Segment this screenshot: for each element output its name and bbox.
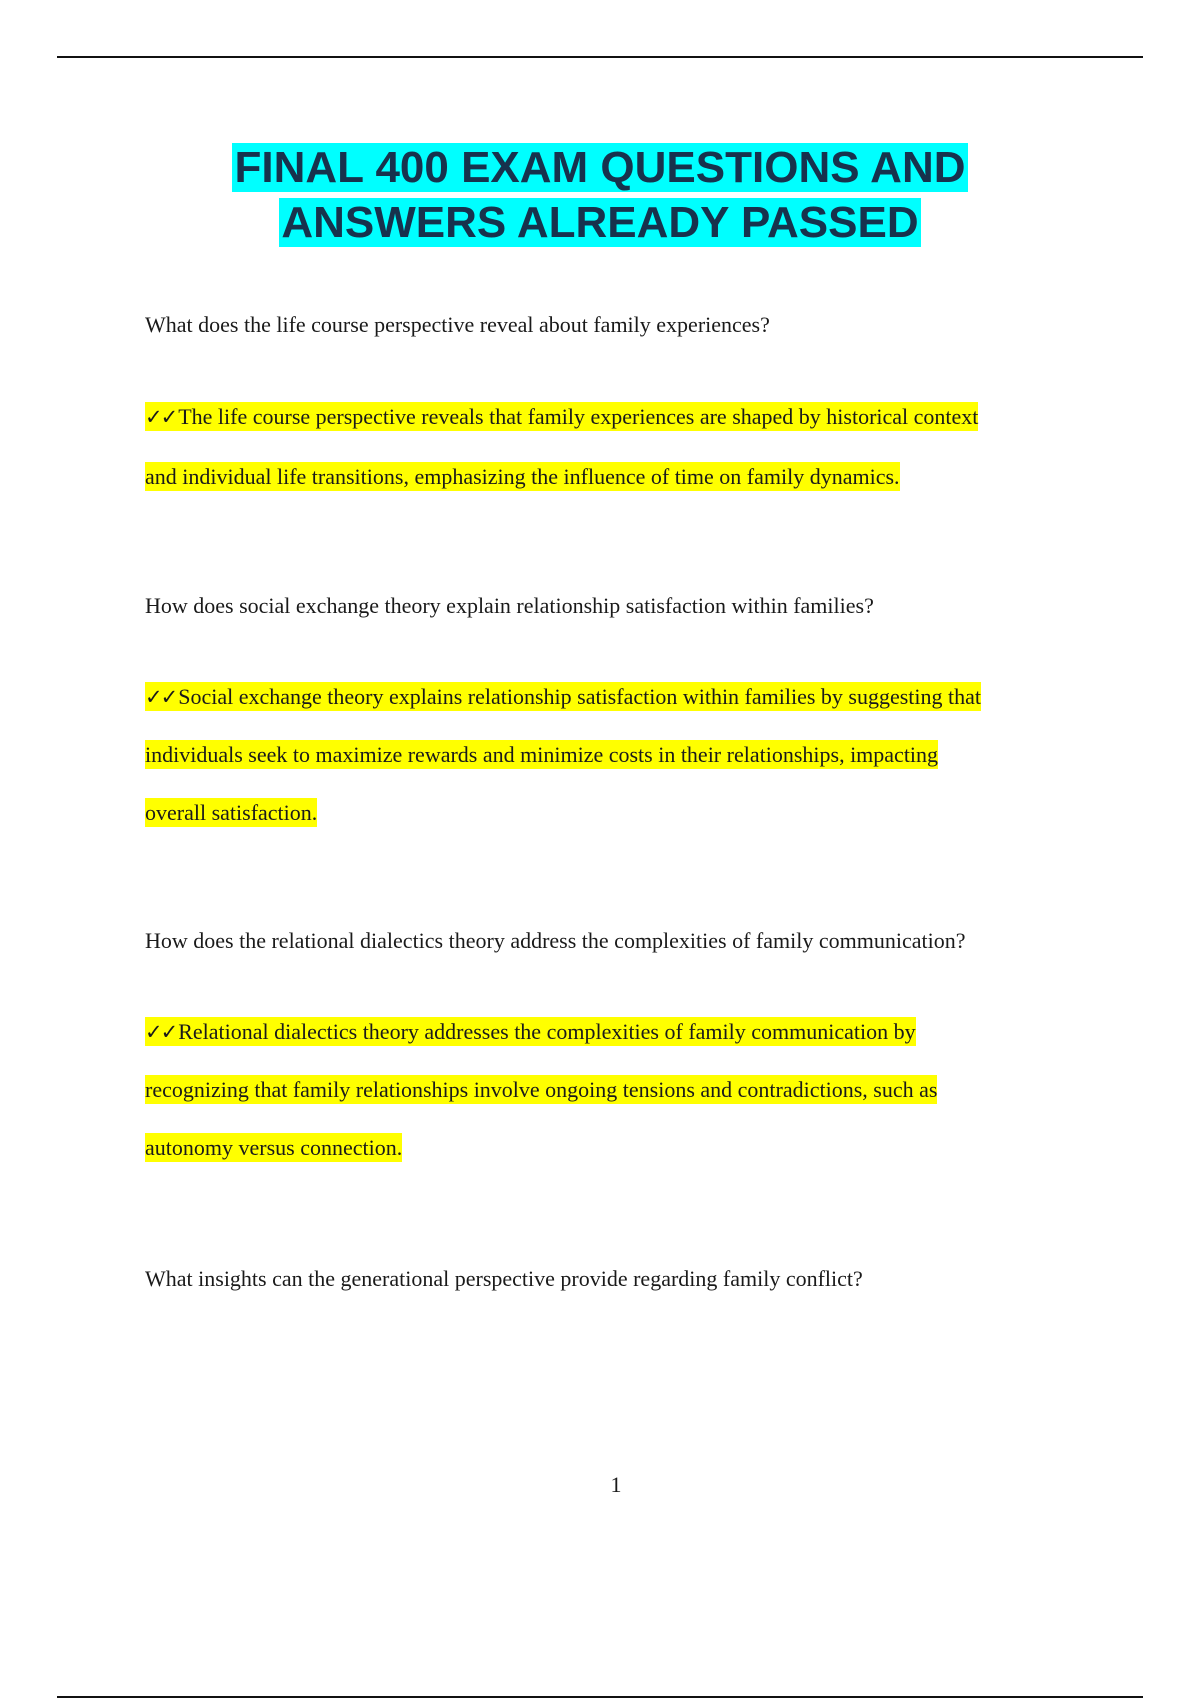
qa-item-3 [145,926,1075,1177]
answer-text: Social exchange theory explains relationship satisfaction within families by suggesting that [178,684,982,709]
page-number: 1 [610,1472,622,1497]
question-text: How does social exchange theory explain relationship satisfaction within families? [145,593,874,618]
answer-text: overall satisfaction. [145,800,318,825]
title-line-2: ANSWERS ALREADY PASSED [281,198,919,247]
answer-block [145,668,1075,842]
answer-text: Relational dialectics theory addresses the complexities of family communication by [178,1019,916,1044]
answer-line [145,447,1075,507]
answer-line [145,1061,1075,1119]
qa-item-2 [145,591,1075,842]
answer-block [145,387,1075,507]
question-text: What insights can the generational perspective provide regarding family conflict? [145,1266,863,1291]
answer-text: and individual life transitions, emphasizing the influence of time on family dynamics. [145,464,900,489]
qa-item-1 [145,310,1075,507]
footer-rule [57,1696,1143,1698]
title-line-1: FINAL 400 EXAM QUESTIONS AND [234,143,966,192]
check-icon: ✓✓ [145,405,177,429]
answer-text: autonomy versus connection. [145,1135,403,1160]
document-title [0,140,1200,250]
answer-text: individuals seek to maximize rewards and minimize costs in their relationships, impacting [145,742,939,767]
answer-text: recognizing that family relationships involve ongoing tensions and contradictions, such as [145,1077,938,1102]
answer-line [145,1119,1075,1177]
check-icon: ✓✓ [145,685,177,709]
answer-line [145,726,1075,784]
answer-line [145,668,1075,726]
answer-block [145,1003,1075,1177]
answer-line [145,1003,1075,1061]
header-rule [57,56,1143,58]
answer-text: The life course perspective reveals that family experiences are shaped by historical context [178,404,979,429]
answer-line [145,784,1075,842]
question-text: What does the life course perspective reveal about family experiences? [145,312,770,337]
qa-item-4 [145,1264,1075,1294]
question-text: How does the relational dialectics theory address the complexities of family communication? [145,928,966,953]
check-icon: ✓✓ [145,1020,177,1044]
answer-line [145,387,1075,447]
